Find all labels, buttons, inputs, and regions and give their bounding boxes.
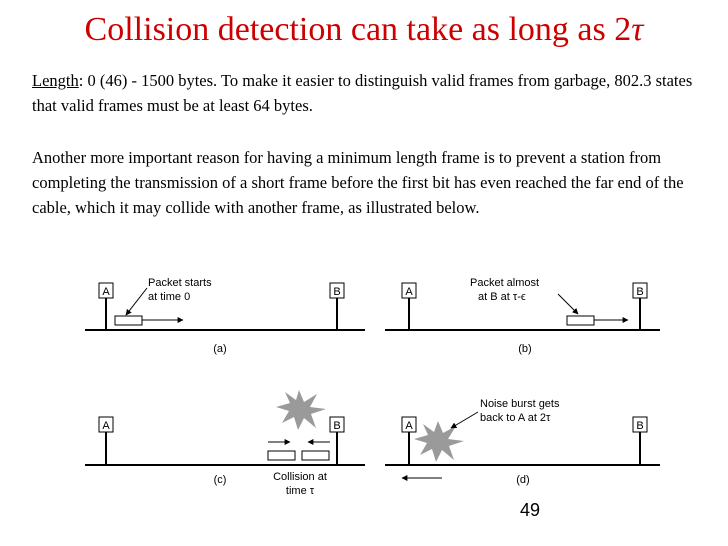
- callout-arrow: [451, 412, 478, 428]
- station-b-label: B: [333, 420, 341, 432]
- paragraph-minimum-frame: Another more important reason for having a minimum length frame is to prevent a station from completing the transmission of a short frame before the first bit has even reached the far end of the cable, which it may collide with another frame, as illustrated below.: [32, 148, 684, 217]
- station-a-label: A: [102, 286, 110, 298]
- note-line1: Collision at: [273, 471, 327, 483]
- panel-b: [385, 277, 660, 355]
- tau-symbol: τ: [631, 11, 644, 48]
- station-b-label: B: [636, 420, 644, 432]
- paragraph-length: [32, 68, 708, 118]
- note-line1: Packet almost: [470, 277, 540, 289]
- station-a-label: A: [405, 286, 413, 298]
- panel-label: (d): [516, 474, 530, 486]
- panel-label: (c): [213, 474, 227, 486]
- title-text: Collision detection can take as long as 2: [84, 11, 632, 48]
- collision-figure: [80, 268, 660, 508]
- panel-d: [385, 398, 660, 486]
- packet-rect: [115, 316, 142, 325]
- page-number: 49: [520, 500, 541, 520]
- packet-rect-a: [268, 451, 295, 460]
- callout-arrow: [126, 288, 147, 315]
- panel-a: [85, 277, 365, 355]
- panel-label: (a): [213, 343, 227, 355]
- panel-label: (b): [518, 343, 532, 355]
- station-a-label: A: [405, 420, 413, 432]
- station-a-label: A: [102, 420, 110, 432]
- slide-title: [0, 10, 728, 50]
- paragraph-length-text: : 0 (46) - 1500 bytes. To make it easier to distinguish valid frames from garbage, 802.3 states that valid frames must be at least 64 bytes.: [32, 71, 693, 115]
- note-line2: at B at τ-ϵ: [478, 291, 526, 303]
- note-line2: at time 0: [148, 291, 191, 303]
- length-label: Length: [32, 71, 79, 90]
- note-line1: Packet starts: [148, 277, 212, 289]
- note-line2: back to A at 2τ: [480, 412, 551, 424]
- panel-c: [85, 390, 365, 497]
- packet-rect: [567, 316, 594, 325]
- station-b-label: B: [636, 286, 644, 298]
- callout-arrow: [558, 294, 578, 314]
- station-b-label: B: [333, 286, 341, 298]
- packet-rect-b: [302, 451, 329, 460]
- noise-burst-icon: [414, 421, 464, 462]
- note-line1: Noise burst gets: [480, 398, 560, 410]
- noise-burst-icon: [276, 390, 326, 430]
- note-line2: time τ: [285, 485, 315, 497]
